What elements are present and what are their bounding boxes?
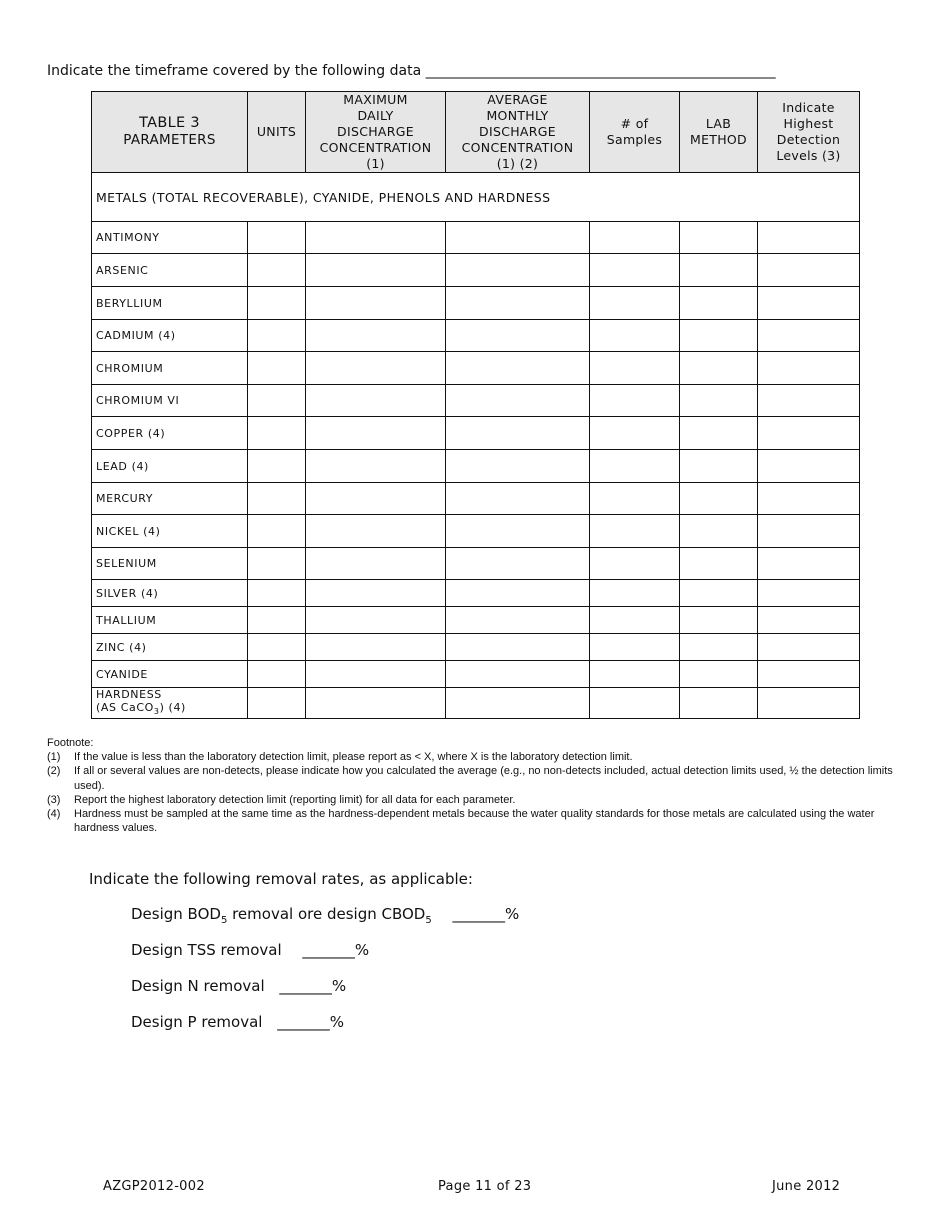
table-cell[interactable] — [680, 385, 758, 417]
table-cell[interactable] — [680, 483, 758, 515]
table-cell[interactable] — [590, 254, 680, 287]
table-cell[interactable] — [306, 320, 446, 352]
table-cell[interactable] — [590, 385, 680, 417]
table-cell[interactable] — [446, 634, 590, 661]
table-cell[interactable] — [306, 385, 446, 417]
parameter-name: CHROMIUM VI — [92, 385, 248, 417]
table-cell[interactable] — [680, 515, 758, 548]
table-cell[interactable] — [248, 385, 306, 417]
table-cell[interactable] — [248, 688, 306, 719]
table-cell[interactable] — [306, 580, 446, 607]
table-cell[interactable] — [446, 688, 590, 719]
table-cell[interactable] — [306, 417, 446, 450]
table-cell[interactable] — [446, 254, 590, 287]
table-cell[interactable] — [680, 287, 758, 320]
timeframe-prompt — [47, 63, 776, 79]
table-cell[interactable] — [306, 254, 446, 287]
table-cell[interactable] — [590, 287, 680, 320]
parameter-name: COPPER (4) — [92, 417, 248, 450]
parameter-name: THALLIUM — [92, 607, 248, 634]
table-row — [92, 385, 860, 417]
table-cell[interactable] — [758, 661, 860, 688]
table-cell[interactable] — [590, 580, 680, 607]
footer-page-number: Page 11 of 23 — [438, 1179, 532, 1194]
table-cell[interactable] — [758, 688, 860, 719]
table-cell[interactable] — [306, 450, 446, 483]
table-row — [92, 287, 860, 320]
table-cell[interactable] — [446, 515, 590, 548]
header-parameters: TABLE 3 PARAMETERS — [92, 92, 248, 173]
table-row — [92, 661, 860, 688]
table-cell[interactable] — [590, 634, 680, 661]
parameter-name: NICKEL (4) — [92, 515, 248, 548]
table-cell[interactable] — [446, 483, 590, 515]
table-cell[interactable] — [446, 548, 590, 580]
table-row — [92, 450, 860, 483]
footnote-item: (2) If all or several values are non-detects, please indicate how you calculated the average (e.g., no non-detects included, actual detection limits used, ½ the detection limits used). — [47, 765, 893, 792]
bod-removal-blank[interactable]: _______% — [452, 905, 520, 923]
table-cell[interactable] — [758, 607, 860, 634]
parameter-name: ARSENIC — [92, 254, 248, 287]
table-cell[interactable] — [590, 607, 680, 634]
table-cell[interactable] — [248, 515, 306, 548]
table-cell[interactable] — [758, 548, 860, 580]
table-cell[interactable] — [680, 254, 758, 287]
table-cell[interactable] — [758, 254, 860, 287]
table-cell[interactable] — [248, 607, 306, 634]
table-cell[interactable] — [306, 634, 446, 661]
footnote-item: (3) Report the highest laboratory detection limit (reporting limit) for all data for each parameter. — [47, 793, 516, 806]
table-cell[interactable] — [590, 222, 680, 254]
table-cell[interactable] — [446, 417, 590, 450]
table-row — [92, 634, 860, 661]
tss-removal-line: Design TSS removal _______% — [131, 941, 370, 959]
n-removal-blank[interactable]: _______% — [279, 977, 347, 995]
bod-removal-line: Design $BOD_5$ removal ore design $CBOD_5$ _______% — [131, 905, 520, 926]
table-cell[interactable] — [248, 634, 306, 661]
table-cell[interactable] — [446, 450, 590, 483]
header-units: UNITS — [248, 92, 306, 173]
table-cell[interactable] — [680, 548, 758, 580]
parameter-name: CYANIDE — [92, 661, 248, 688]
table-cell[interactable] — [680, 222, 758, 254]
parameter-name: HARDNESS (AS CaCO$_3$) (4) — [92, 688, 248, 719]
table-cell[interactable] — [590, 417, 680, 450]
p-removal-blank[interactable]: _______% — [277, 1013, 345, 1031]
footnote-title: Footnote: — [47, 737, 94, 749]
timeframe-blank[interactable]: __________________________________________________ — [425, 63, 776, 79]
table-cell[interactable] — [758, 385, 860, 417]
table-cell[interactable] — [306, 287, 446, 320]
footer-date: June 2012 — [772, 1179, 841, 1194]
parameter-name: LEAD (4) — [92, 450, 248, 483]
table-cell[interactable] — [680, 417, 758, 450]
table-cell[interactable] — [446, 352, 590, 385]
table-cell[interactable] — [758, 450, 860, 483]
footer-doc-id: AZGP2012-002 — [103, 1179, 205, 1194]
table-row — [92, 548, 860, 580]
table-cell[interactable] — [248, 320, 306, 352]
p-removal-line: Design P removal _______% — [131, 1013, 345, 1031]
table-cell[interactable] — [680, 661, 758, 688]
table-row — [92, 515, 860, 548]
table-cell[interactable] — [758, 634, 860, 661]
table-row — [92, 254, 860, 287]
table-cell[interactable] — [248, 352, 306, 385]
table-cell[interactable] — [758, 580, 860, 607]
header-avg-monthly: AVERAGE MONTHLY DISCHARGE CONCENTRATION (1) (2) — [446, 92, 590, 173]
table-row — [92, 607, 860, 634]
table-row — [92, 320, 860, 352]
table-cell[interactable] — [590, 548, 680, 580]
table-cell[interactable] — [758, 352, 860, 385]
tss-removal-blank[interactable]: _______% — [302, 941, 370, 959]
table-cell[interactable] — [680, 450, 758, 483]
n-removal-line: Design N removal _______% — [131, 977, 347, 995]
parameter-name: SELENIUM — [92, 548, 248, 580]
parameter-name: ANTIMONY — [92, 222, 248, 254]
table-cell[interactable] — [248, 483, 306, 515]
parameter-name: BERYLLIUM — [92, 287, 248, 320]
table-cell[interactable] — [590, 320, 680, 352]
table-cell[interactable] — [680, 320, 758, 352]
table-cell[interactable] — [758, 320, 860, 352]
table-cell[interactable] — [306, 222, 446, 254]
table-cell[interactable] — [758, 222, 860, 254]
parameter-name: CADMIUM (4) — [92, 320, 248, 352]
header-detection-levels: Indicate Highest Detection Levels (3) — [758, 92, 860, 173]
parameter-name: MERCURY — [92, 483, 248, 515]
table-cell[interactable] — [248, 417, 306, 450]
parameter-name: CHROMIUM — [92, 352, 248, 385]
table-cell[interactable] — [248, 661, 306, 688]
table-cell[interactable] — [306, 352, 446, 385]
header-lab-method: LAB METHOD — [680, 92, 758, 173]
table-cell[interactable] — [590, 688, 680, 719]
table-cell[interactable] — [590, 450, 680, 483]
table-cell[interactable] — [590, 483, 680, 515]
table-cell[interactable] — [590, 515, 680, 548]
table-row — [92, 483, 860, 515]
table-cell[interactable] — [248, 222, 306, 254]
table-cell[interactable] — [248, 580, 306, 607]
parameters-table — [91, 91, 860, 719]
table-row — [92, 580, 860, 607]
table-cell[interactable] — [446, 287, 590, 320]
footnote — [47, 736, 897, 835]
removal-intro: Indicate the following removal rates, as applicable: — [89, 870, 473, 888]
timeframe-label: Indicate the timeframe covered by the following data — [47, 63, 422, 79]
table-cell[interactable] — [446, 607, 590, 634]
table-cell[interactable] — [248, 287, 306, 320]
table-cell[interactable] — [758, 483, 860, 515]
table-cell[interactable] — [306, 607, 446, 634]
table-cell[interactable] — [446, 222, 590, 254]
table-cell[interactable] — [446, 661, 590, 688]
table-cell[interactable] — [680, 352, 758, 385]
table-cell[interactable] — [680, 688, 758, 719]
table-cell[interactable] — [590, 352, 680, 385]
table-cell[interactable] — [590, 661, 680, 688]
parameter-name: SILVER (4) — [92, 580, 248, 607]
table-cell[interactable] — [446, 320, 590, 352]
table-row — [92, 352, 860, 385]
table-cell[interactable] — [306, 688, 446, 719]
table-row — [92, 417, 860, 450]
table-cell[interactable] — [758, 417, 860, 450]
header-max-daily: MAXIMUM DAILY DISCHARGE CONCENTRATION (1) — [306, 92, 446, 173]
table-row — [92, 222, 860, 254]
table-cell[interactable] — [248, 254, 306, 287]
table-cell[interactable] — [306, 483, 446, 515]
table-cell[interactable] — [680, 607, 758, 634]
table-cell[interactable] — [306, 548, 446, 580]
table-cell[interactable] — [248, 548, 306, 580]
table-cell[interactable] — [306, 661, 446, 688]
parameter-name: ZINC (4) — [92, 634, 248, 661]
header-samples: # of Samples — [590, 92, 680, 173]
footnote-item: (4) Hardness must be sampled at the same time as the hardness-dependent metals because the water quality standards for those metals are calculated using the water hardness values. — [47, 808, 875, 835]
table-cell[interactable] — [758, 515, 860, 548]
table-row — [92, 688, 860, 719]
table-cell[interactable] — [446, 580, 590, 607]
table-cell[interactable] — [248, 450, 306, 483]
footnote-item: (1) If the value is less than the laboratory detection limit, please report as < X, where X is the laboratory detection limit. — [47, 751, 633, 764]
table-cell[interactable] — [306, 515, 446, 548]
section-title: METALS (TOTAL RECOVERABLE), CYANIDE, PHENOLS AND HARDNESS — [92, 173, 860, 222]
table-cell[interactable] — [680, 580, 758, 607]
table-cell[interactable] — [446, 385, 590, 417]
table-cell[interactable] — [680, 634, 758, 661]
table-cell[interactable] — [758, 287, 860, 320]
